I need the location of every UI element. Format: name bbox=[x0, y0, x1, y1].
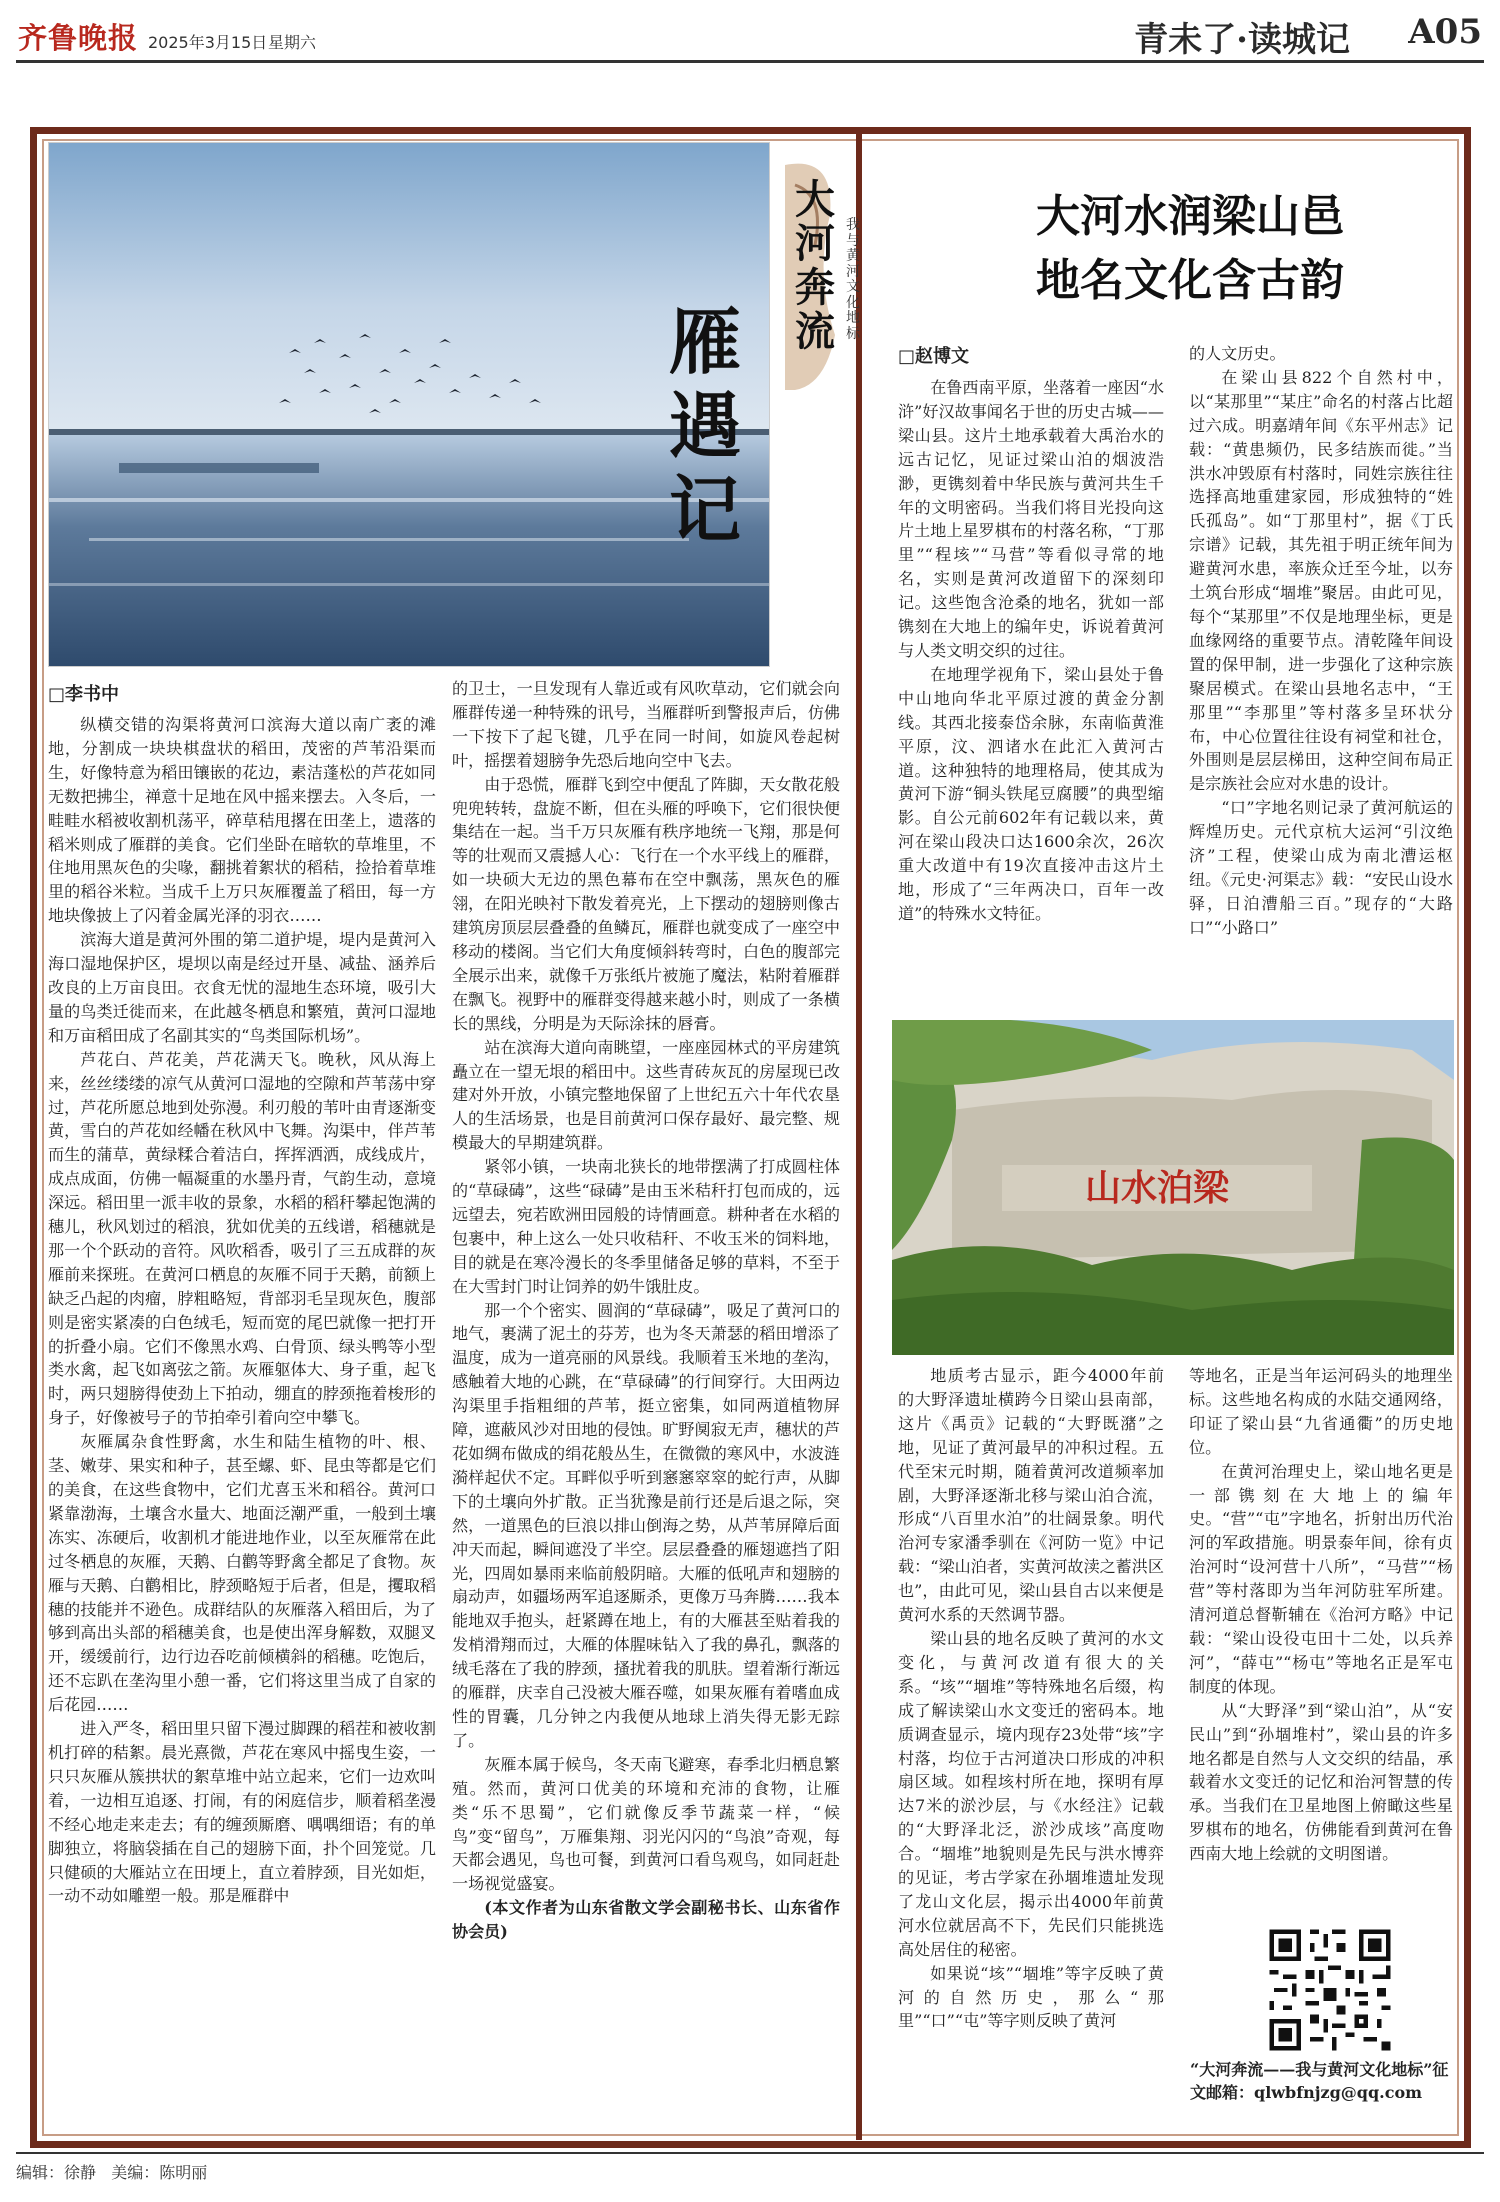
paragraph: 等地名，正是当年运河码头的地理坐标。这些地名构成的水陆交通网络，印证了梁山县“九省通衢”的历史地位。 bbox=[1189, 1366, 1453, 1457]
masthead bbox=[0, 0, 1500, 64]
paragraph: 站在滨海大道向南眺望，一座座园林式的平房建筑矗立在一望无垠的稻田中。这些青砖灰瓦的房屋现已改建对外开放，小镇完整地保留了上世纪五六十年代农垦人的生活场景，也是目前黄河口保存最好、最完整、规模最大的早期建筑群。 bbox=[452, 1037, 840, 1153]
call-for-papers-caption: “大河奔流——我与黄河文化地标”征文邮箱：qlwbfnjzg@qq.com bbox=[1190, 2060, 1449, 2102]
liangshan-photo bbox=[892, 1020, 1454, 1355]
designer-credit: 美编：陈明丽 bbox=[111, 2163, 208, 2182]
paragraph: 在梁山县822个自然村中，以“某那里”“某庄”命名的村落占比超过六成。明嘉靖年间《东平州志》记载：“黄患频仍，民多结族而徙。”当洪水冲毁原有村落时，同姓宗族往往选择高地重建家园，形成独特的“姓氏孤岛”。如“丁那里村”，据《丁氏宗谱》记载，其先祖于明正统年间为避黄河水患，率族众迁至今址，以夯土筑台形成“堌堆”聚居。由此可见，每个“某那里”不仅是地理坐标，更是血缘网络的重要节点。清乾隆年间设置的保甲制，进一步强化了这种宗族聚居模式。在梁山县地名志中，“王那里”“李那里”等村落多呈环状分布，中心位置往往设有祠堂和社仓，外围则是层层梯田，这种空间布局正是宗族社会应对水患的设计。 bbox=[1189, 367, 1453, 794]
paragraph: 梁山县的地名反映了黄河的水文变化，与黄河改道有很大的关系。“垓”“堌堆”等特殊地名后缀，构成了解读梁山水文变迁的密码本。地质调查显示，境内现存23处带“垓”字村落，均位于古河道决口形成的冲积扇区域。如程垓村所在地，探明有厚达7米的淤沙层，与《水经注》记载的“大野泽北泛，淤沙成垓”高度吻合。“堌堆”地貌则是先民与洪水博弈的见证，考古学家在孙堌堆遗址发现了龙山文化层，揭示出4000年前黄河水位就居高不下，先民们只能挑选高处居住的秘密。 bbox=[898, 1628, 1164, 1959]
paragraph: 纵横交错的沟渠将黄河口滨海大道以南广袤的滩地，分割成一块块棋盘状的稻田，茂密的芦苇沿渠而生，好像特意为稻田镶嵌的花边，素洁蓬松的芦花如同无数把拂尘，禅意十足地在风中摇来摆去。入冬后，一畦畦水稻被收割机荡平，碎草秸甩撂在田垄上，遗落的稻米则成了雁群的美食。它们坐卧在暗软的草堆里，不住地用黑灰色的尖喙，翻挑着絮状的稻秸，捡拾着草堆里的稻谷米粒。当成千上万只灰雁覆盖了稻田，每一方地块像披上了闪着金属光泽的羽衣…… bbox=[48, 715, 436, 926]
right-article-column-2 bbox=[1189, 342, 1453, 940]
paragraph: 灰雁本属于候鸟，冬天南飞避寒，春季北归栖息繁殖。然而，黄河口优美的环境和充沛的食物，让雁类“乐不思蜀”，它们就像反季节蔬菜一样，“候鸟”变“留鸟”，万雁集翔、羽光闪闪的“鸟浪”奇观，每天都会遇见，鸟也可餐，到黄河口看鸟观鸟，如同赶赴一场视觉盛宴。 bbox=[452, 1754, 840, 1894]
right-article-title bbox=[920, 185, 1460, 313]
paragraph: 如果说“垓”“堌堆”等字反映了黄河的自然历史，那么“那里”“口”“屯”等字则反映了黄河 bbox=[898, 1963, 1164, 2031]
author-note: (本文作者为山东省散文学会副秘书长、山东省作协会员) bbox=[452, 1898, 840, 1942]
paragraph: 的卫士，一旦发现有人靠近或有风吹草动，它们就会向雁群传递一种特殊的讯号，当雁群听到警报声后，仿佛一下按下了起飞键，几乎在同一时间，如旋风卷起树叶，摇摆着翅膀争先恐后地向空中飞去。 bbox=[452, 679, 840, 770]
paragraph: 紧邻小镇，一块南北狭长的地带摆满了打成圆柱体的“草碌碡”，这些“碌碡”是由玉米秸秆打包而成的，远远望去，宛若欧洲田园般的诗情画意。耕种者在水稻的包裹中，种上这么一处只收秸秆、不收玉米的饲料地，目的就是在寒冷漫长的冬季里储备足够的草料，不至于在大雪封门时让饲养的奶牛饿肚皮。 bbox=[452, 1157, 840, 1296]
qr-code[interactable] bbox=[1265, 1925, 1395, 2055]
right-article-title-line-2: 地名文化含古韵 bbox=[1036, 255, 1344, 306]
left-article-column-1 bbox=[48, 713, 436, 1908]
page-number: A05 bbox=[1408, 12, 1482, 52]
paragraph: 在黄河治理史上，梁山地名更是一部镌刻在大地上的编年史。“营”“屯”字地名，折射出历代治河的军政措施。明景泰年间，徐有贞治河时“设河营十八所”，“马营”“杨营”等村落即为当年河防驻军所建。清河道总督靳辅在《治河方略》中记载：“梁山设役屯田十二处，以兵养河”，“薛屯”“杨屯”等地名正是军屯制度的体现。 bbox=[1189, 1461, 1453, 1696]
paragraph: 地质考古显示，距今4000年前的大野泽遗址横跨今日梁山县南部，这片《禹贡》记载的“大野既潴”之地，见证了黄河最早的冲积过程。五代至宋元时期，随着黄河改道频率加剧，大野泽逐渐北移与梁山泊合流，形成“八百里水泊”的壮阔景象。明代治河专家潘季驯在《河防一览》中记载：“梁山泊者，实黄河故渎之蓄洪区也”，由此可见，梁山县自古以来便是黄河水系的天然调节器。 bbox=[898, 1366, 1164, 1625]
masthead-rule bbox=[16, 60, 1484, 63]
left-article-title: 雁遇记 bbox=[668, 299, 741, 552]
issue-weekday: 星期六 bbox=[268, 33, 317, 52]
issue-date: 2025年3月15日 bbox=[148, 33, 268, 52]
footer-credits bbox=[16, 2160, 207, 2183]
paragraph: 灰雁属杂食性野禽，水生和陆生植物的叶、根、茎、嫩芽、果实和种子，甚至螺、虾、昆虫等都是它们的美食，在这些食物中，它们尤喜玉米和稻谷。黄河口紧靠渤海，土壤含水量大、地面泛潮严重，一般到土壤冻实、冻硬后，收割机才能进地作业，以至灰雁常在此过冬栖息的灰雁，天鹅、白鹳等野禽全都足了食物。灰雁与天鹅、白鹳相比，脖颈略短于后者，但是，攫取稻穗的技能并不逊色。成群结队的灰雁落入稻田后，为了够到高出头部的稻穗美食，也是使出浑身解数，双腿叉开，缓缓前行，边行边吞吃前倾横斜的稻穗。吃饱后，还不忘趴在垄沟里小憩一番，它们将这里当成了自家的后花园…… bbox=[48, 1432, 436, 1715]
paragraph: 的人文历史。 bbox=[1189, 344, 1286, 363]
paragraph: 进入严冬，稻田里只留下漫过脚踝的稻茬和被收割机打碎的秸絮。晨光熹微，芦花在寒风中摇曳生姿，一只只灰雁从簇拱状的絮草堆中站立起来，它们一边欢叫着，一边相互追逐、打闹，有的闲庭信步，顺着稻垄漫不经心地走来走去；有的缠颈厮磨、喁喁细语；有的单脚独立，将脑袋插在自己的翅膀下面，扑个回笼觉。几只健硕的大雁站立在田埂上，直立着脖颈，目光如炬，一动不动如雕塑一般。那是雁群中 bbox=[48, 1719, 436, 1906]
right-article-column-3 bbox=[898, 1364, 1164, 2033]
right-article-column-4 bbox=[1189, 1364, 1453, 1866]
right-article-author: □赵博文 bbox=[898, 346, 970, 367]
paragraph: 那一个个密实、圆润的“草碌碡”，吸足了黄河口的地气，裹满了泥土的芬芳，也为冬天萧瑟的稻田增添了温度，成为一道亮丽的风景线。我顺着玉米地的垄沟，感触着大地的心跳，在“草碌碡”的行间穿行。大田两边沟渠里手指粗细的芦苇，挺立密集，如同两道植物屏障，遮蔽风沙对田地的侵蚀。旷野阒寂无声，穗状的芦花如绸布做成的绢花般丛生，在微微的寒风中，水波涟漪样起伏不定。耳畔似乎听到窸窸窣窣的蛇行声，从脚下的土壤向外扩散。正当犹豫是前行还是后退之际，突然，一道黑色的巨浪以排山倒海之势，从芦苇屏障后面冲天而起，瞬间遮没了半空。层层叠叠的雁翅遮挡了阳光，四周如暴雨来临前般阴暗。大雁的低吼声和翅膀的扇动声，如疆场两军追逐厮杀，更像万马奔腾……我本能地双手抱头，赶紧蹲在地上，有的大雁甚至贴着我的发梢滑翔而过，大雁的体腥味钻入了我的鼻孔，飘落的绒毛落在了我的脖颈，搔扰着我的肌肤。望着渐行渐远的雁群，庆幸自己没被大雁吞噬，如果灰雁有着嗜血成性的胃囊，几分钟之内我便从地球上消失得无影无踪了。 bbox=[452, 1300, 840, 1750]
newspaper-logo: 齐鲁晚报 bbox=[18, 21, 139, 55]
paragraph: 芦花白、芦花美，芦花满天飞。晚秋，风从海上来，丝丝缕缕的凉气从黄河口湿地的空隙和芦苇荡中穿过，芦花所愿总地到处弥漫。利刃般的苇叶由青逐渐变黄，雪白的芦花如经幡在秋风中飞舞。沟渠中，伴芦苇而生的蒲草，黄绿糅合着洁白，挥挥洒洒，成线成片，成点成面，仿佛一幅凝重的水墨丹青，气韵生动，意境深远。稻田里一派丰收的景象，水稻的稻秆攀起饱满的穗儿，秋风划过的稻浪，犹如优美的五线谱，稻穗就是那一个个跃动的音符。风吹稻香，吸引了三五成群的灰雁前来探班。在黄河口栖息的灰雁不同于天鹅，前额上缺乏凸起的肉瘤，脖粗略短，背部羽毛呈现灰色，腹部则是密实紧凑的白色绒毛，短而宽的尾巴就像一把打开的折叠小扇。它们不像黑水鸡、白骨顶、绿头鸭等小型类水禽，起飞如离弦之箭。灰雁躯体大、身子重，起飞时，两只翅膀得使劲上下拍动，绷直的脖颈拖着梭形的身子，好像被号子的节拍牵引着向空中攀飞。 bbox=[48, 1049, 436, 1428]
column-banner-title: 大河奔流 bbox=[795, 176, 835, 355]
paragraph: “口”字地名则记录了黄河航运的辉煌历史。元代京杭大运河“引汶绝济”工程，使梁山成为南北漕运枢纽。《元史·河渠志》载：“安民山设水驿，日泊漕船三百。”现存的“大路口”“小路口” bbox=[1189, 798, 1453, 937]
column-divider bbox=[856, 130, 862, 2140]
section-title: 青未了·读城记 bbox=[1134, 20, 1350, 60]
geese-photo bbox=[48, 142, 770, 667]
left-article-author: □李书中 bbox=[48, 684, 120, 705]
paragraph: 在地理学视角下，梁山县处于鲁中山地向华北平原过渡的黄金分割线。其西北接泰岱余脉，东南临黄淮平原，汶、泗诸水在此汇入黄河古道。这种独特的地理格局，使其成为黄河下游“铜头铁尾豆腐腰”的典型缩影。自公元前602年有记载以来，黄河在梁山段决口达1600余次，26次重大改道中有19次直接冲击这片土地，形成了“三年两决口，百年一改道”的特殊水文特征。 bbox=[898, 664, 1164, 923]
photo-sign-text: 山水泊梁 bbox=[1084, 1167, 1230, 1209]
paragraph: 从“大野泽”到“梁山泊”，从“安民山”到“孙堌堆村”，梁山县的许多地名都是自然与人文交织的结晶，承载着水文变迁的记忆和治河智慧的传承。当我们在卫星地图上俯瞰这些星罗棋布的地名，仿佛能看到黄河在鲁西南大地上绘就的文明图谱。 bbox=[1189, 1700, 1453, 1864]
paragraph: 由于恐慌，雁群飞到空中便乱了阵脚，天女散花般兜兜转转，盘旋不断，但在头雁的呼唤下，它们很快便集结在一起。当千万只灰雁有秩序地统一飞翔，那是何等的壮观而又震撼人心：飞行在一个水平线上的雁群，如一块硕大无边的黑色幕布在空中飘荡，黑灰色的雁翎，在阳光映衬下散发着亮光，上下摆动的翅膀则像古建筑房顶层层叠叠的鱼鳞瓦，雁群也就变成了一座空中移动的楼阁。当它们大角度倾斜转弯时，白色的腹部完全展示出来，就像千万张纸片被施了魔法，粘附着雁群在飘飞。视野中的雁群变得越来越小时，则成了一条横长的黑线，分明是为天际涂抹的唇膏。 bbox=[452, 774, 840, 1033]
footer-rule bbox=[16, 2152, 1484, 2154]
paragraph: 在鲁西南平原，坐落着一座因“水浒”好汉故事闻名于世的历史古城——梁山县。这片土地承载着大禹治水的远古记忆，见证过梁山泊的烟波浩渺，更镌刻着中华民族与黄河共生千年的文明密码。当我们将目光投向这片土地上星罗棋布的村落名称，“丁那里”“程垓”“马营”等看似寻常的地名，实则是黄河改道留下的深刻印记。这些饱含沧桑的地名，犹如一部镌刻在大地上的编年史，诉说着黄河与人类文明交织的过往。 bbox=[898, 378, 1164, 660]
right-article-column-1 bbox=[898, 376, 1164, 926]
editor-credit: 编辑：徐静 bbox=[16, 2163, 97, 2182]
paragraph: 滨海大道是黄河外围的第二道护堤，堤内是黄河入海口湿地保护区，堤坝以南是经过开垦、减盐、涵养后改良的上万亩良田。衣食无忧的湿地生态环境，吸引大量的鸟类迁徙而来，在此越冬栖息和繁殖，黄河口湿地和万亩稻田成了名副其实的“鸟类国际机场”。 bbox=[48, 930, 436, 1045]
column-banner-subtitle: 我与黄河文化地标 bbox=[846, 217, 860, 342]
left-article-column-2 bbox=[452, 677, 840, 1944]
right-article-title-line-1: 大河水润梁山邑 bbox=[1036, 191, 1344, 242]
